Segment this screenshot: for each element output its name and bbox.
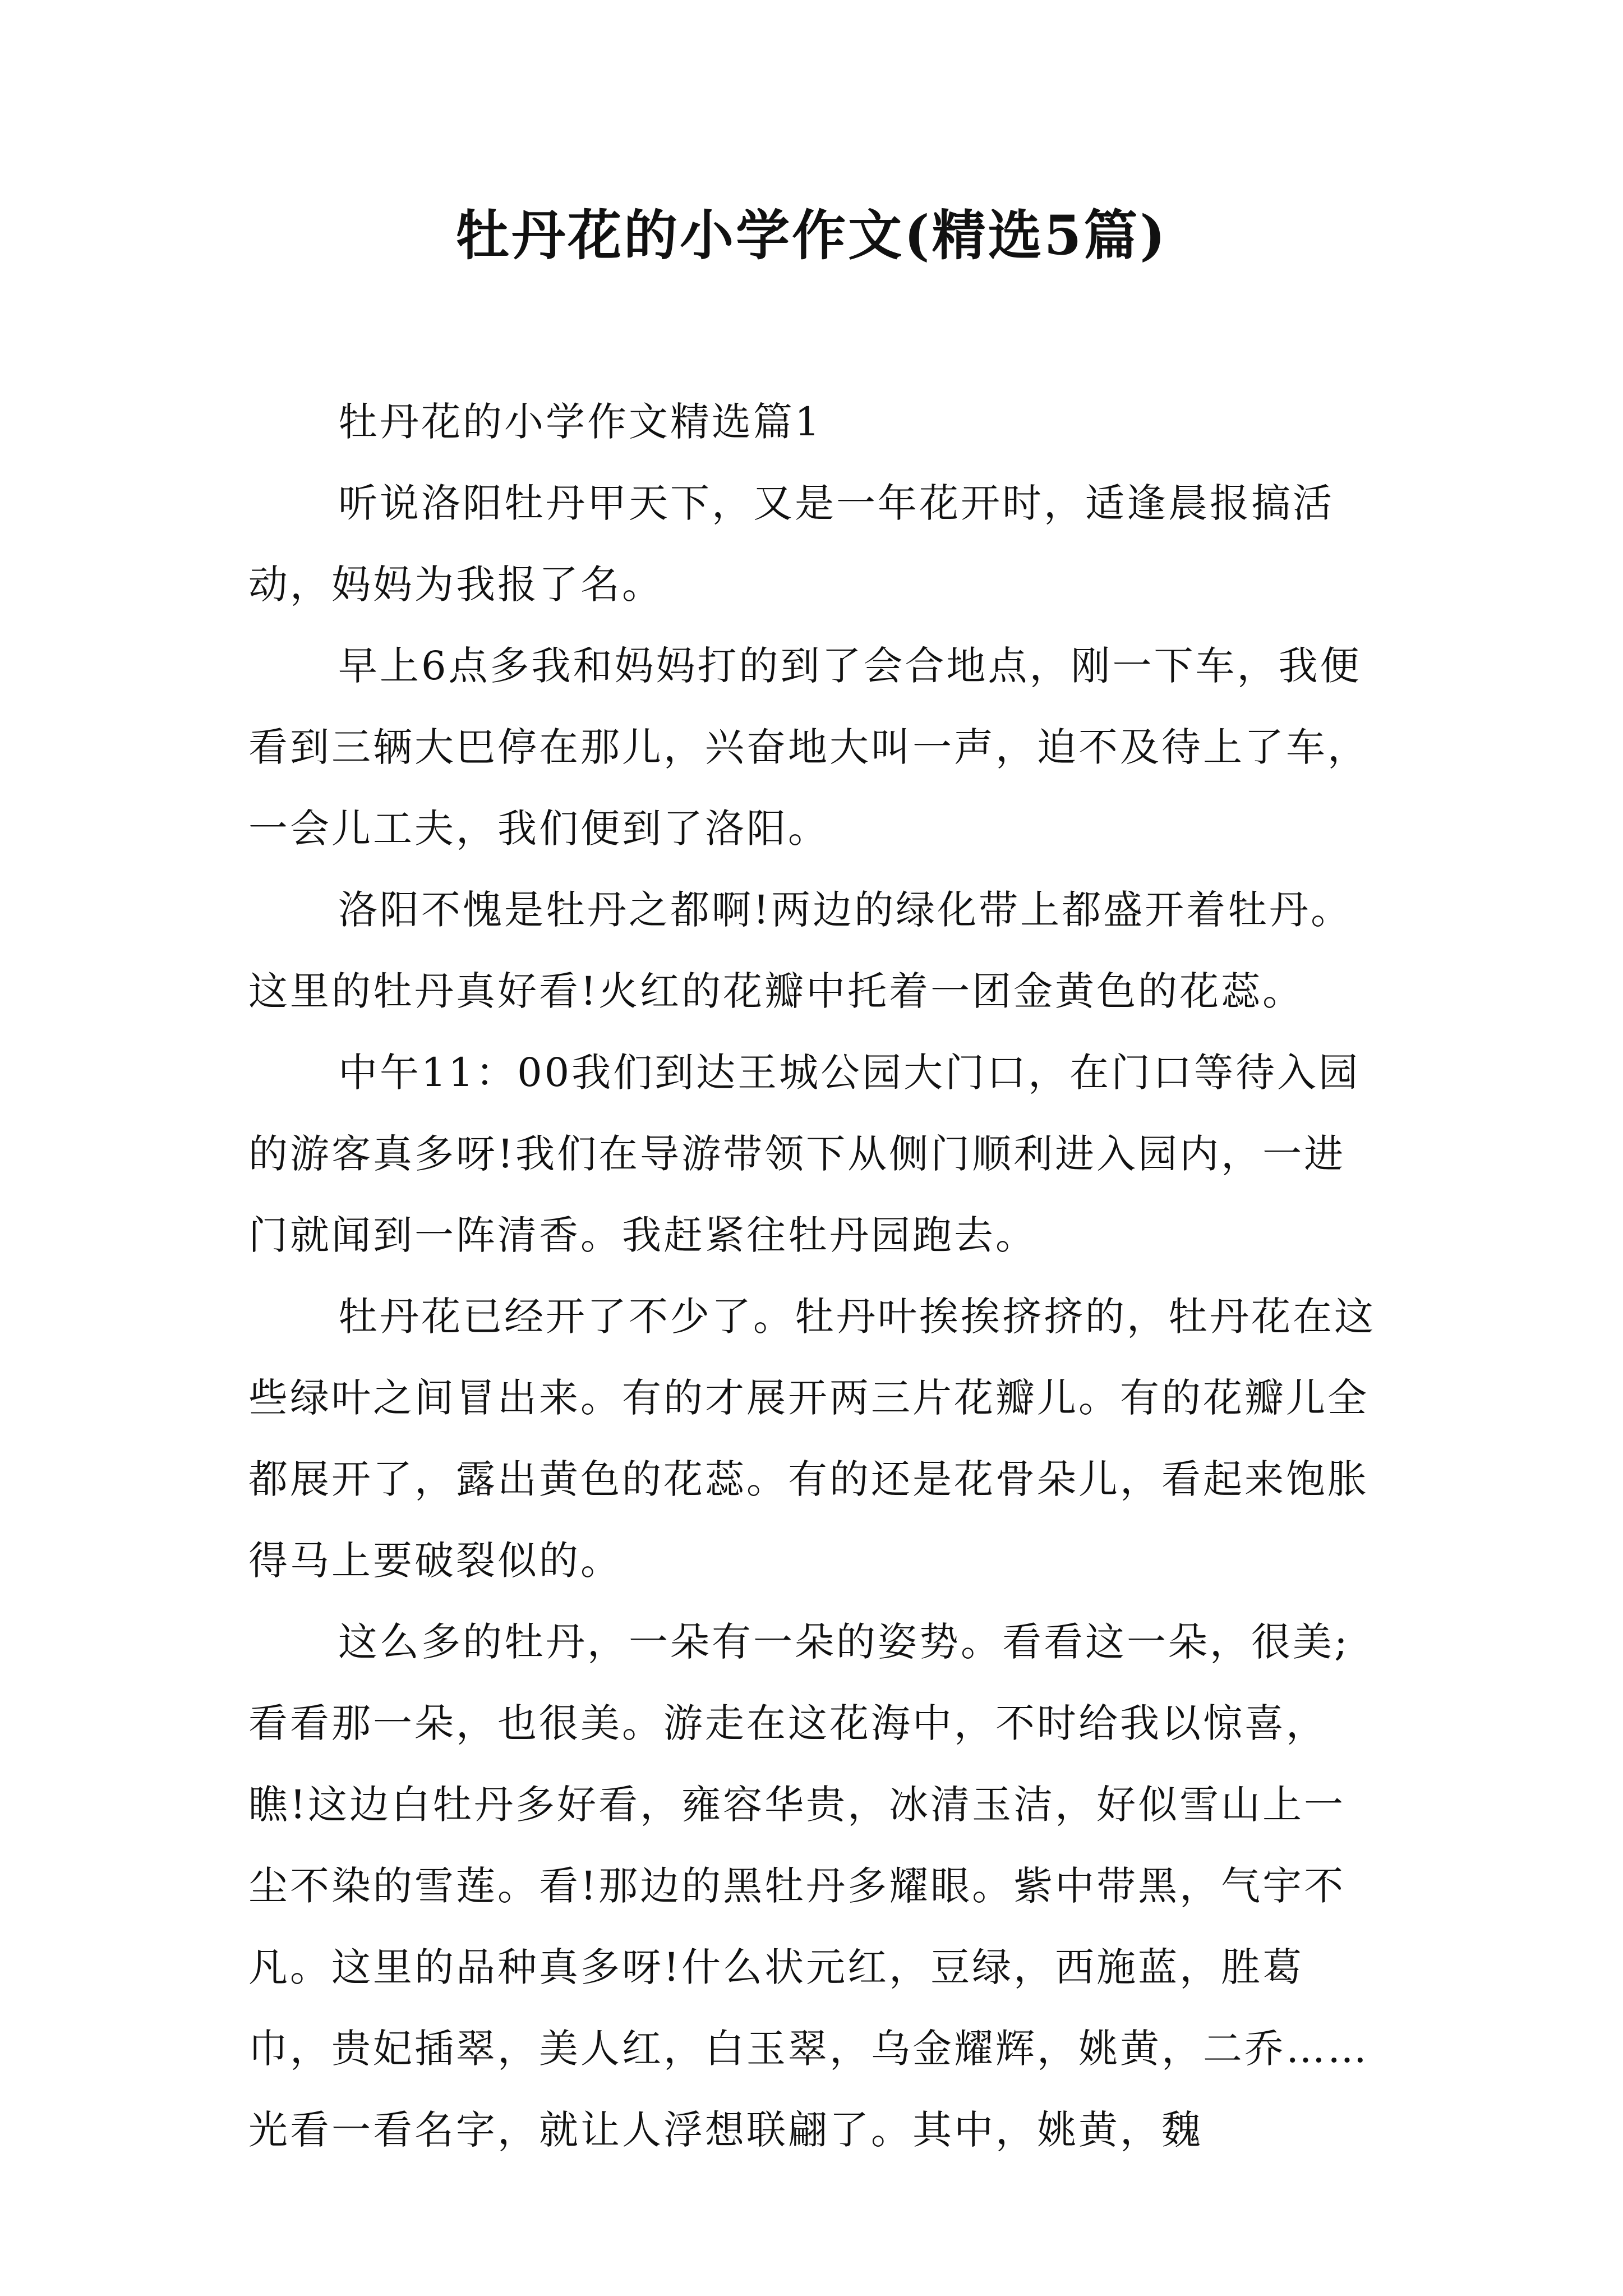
paragraph: 洛阳不愧是牡丹之都啊!两边的绿化带上都盛开着牡丹。这里的牡丹真好看!火红的花瓣中托着一团金黄色的花蕊。 — [248, 887, 1353, 1014]
document-title: 牡丹花的小学作文(精选5篇) — [455, 204, 1168, 267]
paragraph: 听说洛阳牡丹甲天下，又是一年花开时，适逢晨报搞活动，妈妈为我报了名。 — [248, 480, 1334, 608]
paragraph: 牡丹花已经开了不少了。牡丹叶挨挨挤挤的，牡丹花在这些绿叶之间冒出来。有的才展开两三片花瓣儿。有的花瓣儿全都展开了，露出黄色的花蕊。有的还是花骨朵儿，看起来饱胀得马上要破裂似的。 — [248, 1294, 1376, 1584]
paragraph: 中午11：00我们到达王城公园大门口，在门口等待入园的游客真多呀!我们在导游带领下从侧门顺利进入园内，一进门就闻到一阵清香。我赶紧往牡丹园跑去。 — [248, 1050, 1361, 1258]
document-body — [248, 381, 1381, 2171]
paragraph: 早上6点多我和妈妈打的到了会合地点，刚一下车，我便看到三辆大巴停在那儿，兴奋地大叫一声，迫不及待上了车，一会儿工夫，我们便到了洛阳。 — [248, 643, 1369, 852]
paragraph: 这么多的牡丹，一朵有一朵的姿势。看看这一朵，很美;看看那一朵，也很美。游走在这花海中，不时给我以惊喜，瞧!这边白牡丹多好看，雍容华贵，冰清玉洁，好似雪山上一尘不染的雪莲。看!那边的黑牡丹多耀眼。紫中带黑，气宇不凡。这里的品种真多呀!什么状元红，豆绿，西施蓝，胜葛巾，贵妃插翠，美人红，白玉翠，乌金耀辉，姚黄，二乔……光看一看名字，就让人浮想联翩了。其中，姚黄，魏 — [248, 1619, 1369, 2153]
section-heading: 牡丹花的小学作文精选篇1 — [338, 399, 822, 445]
